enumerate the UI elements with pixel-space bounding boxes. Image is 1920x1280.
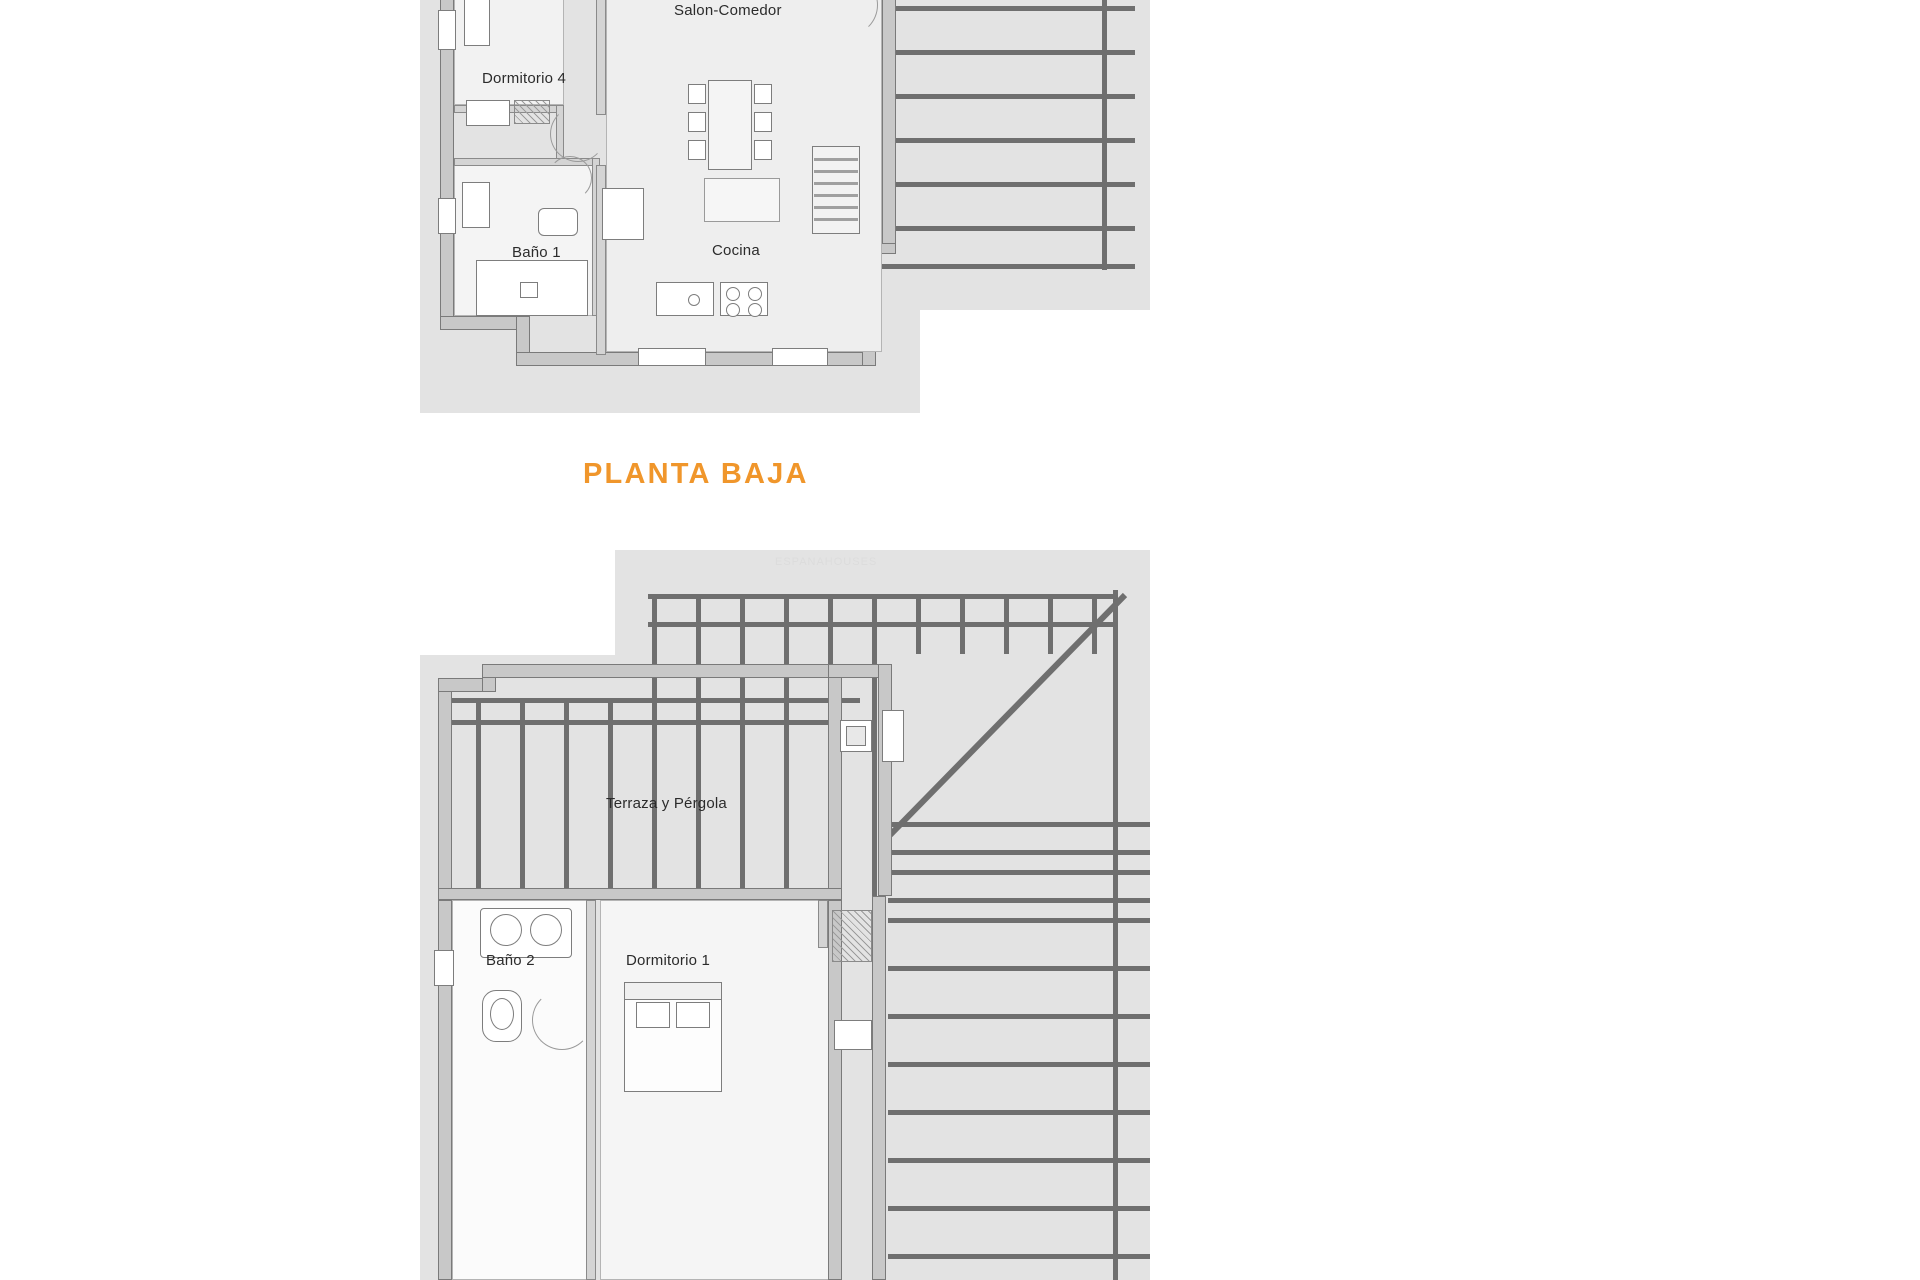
pergola-beam-horizontal (875, 6, 1135, 11)
stair-tread (814, 158, 858, 161)
interior-wall-lower (586, 900, 596, 1280)
dining-chair (688, 84, 706, 104)
pergola-slat (1048, 594, 1053, 654)
interior-wall-closet (818, 900, 828, 948)
window-bottom-1 (638, 348, 706, 366)
interior-wall-salon (596, 0, 606, 115)
toilet-base-bano1 (538, 208, 578, 236)
dining-chair (754, 112, 772, 132)
kitchen-sink (656, 282, 714, 316)
pergola-beam-horizontal (875, 94, 1135, 99)
dining-chair (688, 112, 706, 132)
ground-floor-plan (420, 0, 1150, 420)
pergola-beam-horizontal (440, 698, 860, 703)
watermark: ESPANAHOUSES (775, 556, 878, 568)
window-left-2 (438, 10, 456, 50)
pergola-slat (784, 594, 789, 896)
exterior-wall-right-outer2 (872, 896, 886, 1280)
burner (748, 287, 762, 301)
pergola-slat (476, 698, 481, 896)
burner (726, 303, 740, 317)
pillow-left (636, 1002, 670, 1028)
room-label-dormitorio4: Dormitorio 4 (482, 70, 567, 87)
roof-beam (888, 1014, 1150, 1019)
window-bano2 (434, 950, 454, 986)
pergola-slat (916, 594, 921, 654)
pergola-beam-horizontal (875, 226, 1135, 231)
terrace-wall-right-outer (878, 664, 892, 896)
pergola-slat (652, 594, 657, 896)
toilet-bowl-bano2 (490, 998, 514, 1030)
window-bottom-2 (772, 348, 828, 366)
pergola-slat (564, 698, 569, 896)
roof-beam (888, 850, 1150, 855)
window-left-3 (438, 198, 456, 234)
roof-beam (888, 870, 1150, 875)
room-label-terraza: Terraza y Pérgola (606, 795, 727, 812)
sink-basin-left (490, 914, 522, 946)
dining-chair (754, 84, 772, 104)
room-label-bano2: Baño 2 (486, 952, 535, 969)
burner (748, 303, 762, 317)
roof-beam (888, 1110, 1150, 1115)
dining-chair (754, 140, 772, 160)
terrace-wall-left (438, 678, 452, 900)
stair-tread (814, 194, 858, 197)
room-label-dormitorio1: Dormitorio 1 (626, 952, 711, 969)
sink-bano1 (462, 182, 490, 228)
terrace-wall-right (828, 664, 842, 896)
roof-beam (888, 1062, 1150, 1067)
stair-tread (814, 182, 858, 185)
exterior-wall-right (882, 0, 896, 244)
roof-beam (888, 898, 1150, 903)
wardrobe-hatch-dormitorio1 (832, 910, 872, 962)
pergola-slat (960, 594, 965, 654)
pergola-beam-horizontal (875, 50, 1135, 55)
pergola-slat (1004, 594, 1009, 654)
sink-basin-right (530, 914, 562, 946)
pergola-beam-horizontal (875, 182, 1135, 187)
dining-chair (688, 140, 706, 160)
closet-dormitorio1 (834, 1020, 872, 1050)
dining-table (708, 80, 752, 170)
roof-beam (888, 1254, 1150, 1259)
room-label-salon: Salon-Comedor (674, 2, 782, 19)
window-pane (846, 726, 866, 746)
section-title-planta-baja: PLANTA BAJA (583, 458, 809, 490)
stair-tread (814, 206, 858, 209)
pergola-slat (1092, 594, 1097, 654)
bed-headboard-dormitorio1 (624, 982, 722, 1000)
closet (466, 100, 510, 126)
pergola-beam-horizontal (875, 138, 1135, 143)
roof-beam (888, 918, 1150, 923)
pergola-beam-horizontal (875, 264, 1135, 269)
sink-drain (688, 294, 700, 306)
door-swing-bano1 (548, 156, 592, 200)
upper-floor-plan (420, 550, 1150, 1280)
pillow-right (676, 1002, 710, 1028)
stair-tread (814, 218, 858, 221)
pergola-slat (872, 594, 877, 896)
window-terrace-right-2 (882, 710, 904, 762)
shower-drain (520, 282, 538, 298)
burner (726, 287, 740, 301)
roof-beam (888, 1158, 1150, 1163)
roof-beam (888, 1206, 1150, 1211)
door-swing-bano2 (532, 990, 592, 1050)
pergola-beam-horizontal (440, 720, 860, 725)
room-label-bano1: Baño 1 (512, 244, 561, 261)
sofa (704, 178, 780, 222)
roof-beam (888, 966, 1150, 971)
nightstand (464, 0, 490, 46)
door-swing-dormitorio4 (550, 106, 606, 162)
terrace-wall-top (482, 664, 842, 678)
room-label-cocina: Cocina (712, 242, 760, 259)
wardrobe-hatch (514, 100, 550, 124)
pergola-slat (740, 594, 745, 896)
terrace-wall-bottom (438, 888, 842, 900)
pergola-slat (520, 698, 525, 896)
pergola-slat (696, 594, 701, 896)
stair-tread (814, 170, 858, 173)
kitchen-cabinet (602, 188, 644, 240)
